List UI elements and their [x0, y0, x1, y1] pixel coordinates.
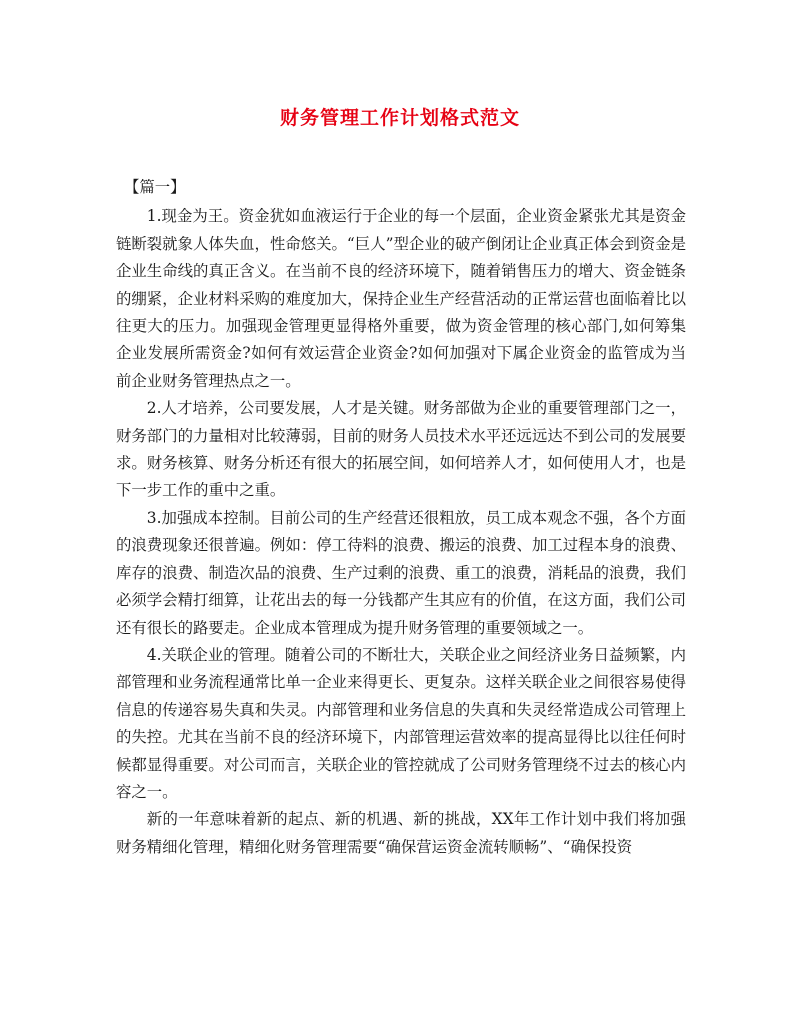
section-label: 【篇一】	[124, 178, 186, 196]
paragraph-new-year: 新的一年意味着新的起点、新的机遇、新的挑战，XX年工作计划中我们将加强财务精细化管理，精细化财务管理需要“确保营运资金流转顺畅”、“确保投资	[116, 810, 686, 856]
document-body	[116, 174, 686, 861]
paragraph-cash: 1.现金为王。资金犹如血液运行于企业的每一个层面，企业资金紧张尤其是资金链断裂就象人体失血，性命悠关。“巨人”型企业的破产倒闭让企业真正体会到资金是企业生命线的真正含义。在当前不良的经济环境下，随着销售压力的增大、资金链条的绷紧，企业材料采购的难度加大，保持企业生产经营活动的正常运营也面临着比以往更大的压力。加强现金管理更显得格外重要，做为资金管理的核心部门,如何筹集企业发展所需资金?如何有效运营企业资金?如何加强对下属企业资金的监管成为当前企业财务管理热点之一。	[116, 207, 686, 390]
paragraph-talent: 2.人才培养，公司要发展，人才是关键。财务部做为企业的重要管理部门之一，财务部门的力量相对比较薄弱，目前的财务人员技术水平还远远达不到公司的发展要求。财务核算、财务分析还有很大的拓展空间，如何培养人才，如何使用人才，也是下一步工作的重中之重。	[116, 399, 686, 500]
document-title: 财务管理工作计划格式范文	[279, 107, 520, 129]
paragraph-affiliates: 4.关联企业的管理。随着公司的不断壮大，关联企业之间经济业务日益频繁，内部管理和业务流程通常比单一企业来得更长、更复杂。这样关联企业之间很容易使得信息的传递容易失真和失灵。内部管理和业务信息的失真和失灵经常造成公司管理上的失控。尤其在当前不良的经济环境下，内部管理运营效率的提高显得比以往任何时候都显得重要。对公司而言，关联企业的管控就成了公司财务管理绕不过去的核心内容之一。	[116, 645, 686, 801]
paragraph-cost-control: 3.加强成本控制。目前公司的生产经营还很粗放，员工成本观念不强，各个方面的浪费现象还很普遍。例如：停工待料的浪费、搬运的浪费、加工过程本身的浪费、库存的浪费、制造次品的浪费、生产过剩的浪费、重工的浪费，消耗品的浪费，我们必须学会精打细算，让花出去的每一分钱都产生其应有的价值，在这方面，我们公司还有很长的路要走。企业成本管理成为提升财务管理的重要领域之一。	[116, 508, 686, 637]
